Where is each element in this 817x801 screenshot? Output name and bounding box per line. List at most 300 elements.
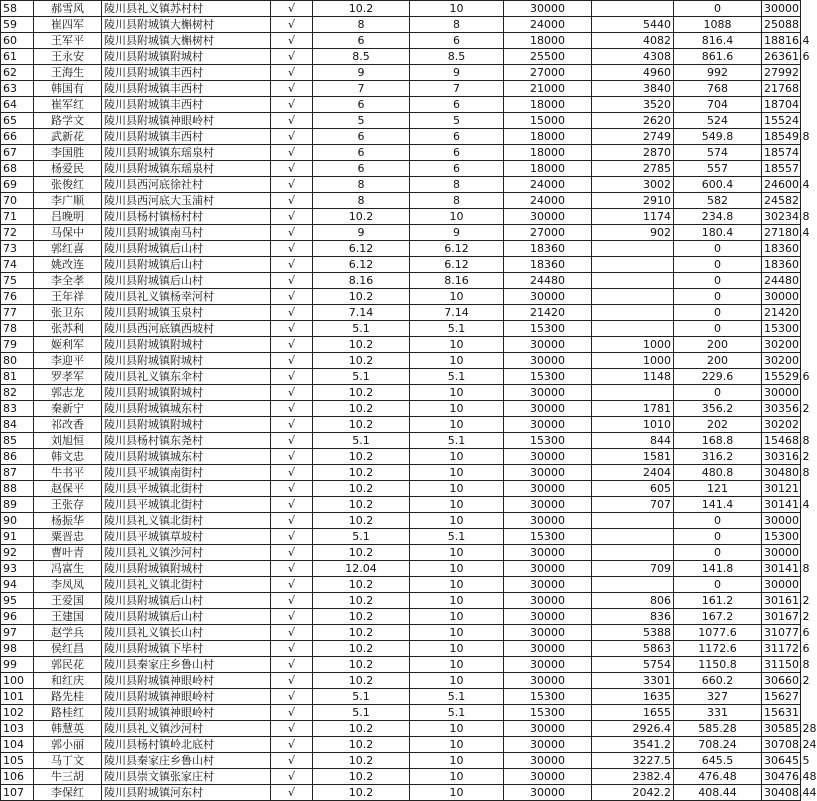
total-cell: 30660.2 [762,673,801,689]
table-row [1,225,801,241]
row-index: 82 [1,385,34,401]
total-cell: 18816.4 [762,33,801,49]
extra-subsidy-cell: 229.6 [674,369,762,385]
row-index: 67 [1,145,34,161]
row-index: 76 [1,289,34,305]
table-row [1,657,801,673]
check-mark: √ [271,33,313,49]
extra-subsidy-cell: 0 [674,241,762,257]
address-cell: 陵川县附城镇东瑶泉村 [102,145,271,161]
table-row [1,481,801,497]
check-mark: √ [271,497,313,513]
table-row [1,161,801,177]
row-index: 96 [1,609,34,625]
amount-cell: 15300 [504,529,592,545]
address-cell: 陵川县附城镇丰西村 [102,65,271,81]
extra-subsidy-cell: 0 [674,385,762,401]
name-cell: 冯富生 [34,561,102,577]
amount-cell: 30000 [504,513,592,529]
extra-subsidy-cell: 141.8 [674,561,762,577]
total-cell: 31077.6 [762,625,801,641]
area-cell: 5.1 [313,321,410,337]
total-cell: 30000 [762,289,801,305]
address-cell: 陵川县附城镇神眼岭村 [102,705,271,721]
extra-subsidy-cell: 180.4 [674,225,762,241]
extra-subsidy-cell: 704 [674,97,762,113]
name-cell: 路学文 [34,113,102,129]
subsidy-area-cell: 10 [410,769,504,785]
address-cell: 陵川县附城镇附城村 [102,417,271,433]
address-cell: 陵川县礼义镇北街村 [102,513,271,529]
extra-subsidy-cell: 645.5 [674,753,762,769]
extra-cell: 1148 [592,369,674,385]
address-cell: 陵川县附城镇东瑶泉村 [102,161,271,177]
subsidy-area-cell: 8 [410,17,504,33]
address-cell: 陵川县附城镇后山村 [102,593,271,609]
extra-cell: 5863 [592,641,674,657]
amount-cell: 15300 [504,369,592,385]
check-mark: √ [271,193,313,209]
address-cell: 陵川县附城镇附城村 [102,353,271,369]
amount-cell: 24000 [504,193,592,209]
amount-cell: 15000 [504,113,592,129]
subsidy-area-cell: 10 [410,625,504,641]
check-mark: √ [271,161,313,177]
row-index: 91 [1,529,34,545]
row-index: 103 [1,721,34,737]
check-mark: √ [271,177,313,193]
check-mark: √ [271,49,313,65]
table-row [1,577,801,593]
area-cell: 9 [313,65,410,81]
amount-cell: 30000 [504,561,592,577]
area-cell: 6 [313,145,410,161]
name-cell: 曹叶青 [34,545,102,561]
row-index: 74 [1,257,34,273]
check-mark: √ [271,321,313,337]
row-index: 83 [1,401,34,417]
subsidy-area-cell: 10 [410,289,504,305]
extra-cell: 3002 [592,177,674,193]
subsidy-area-cell: 5.1 [410,705,504,721]
address-cell: 陵川县附城镇后山村 [102,241,271,257]
area-cell: 10.2 [313,577,410,593]
row-index: 85 [1,433,34,449]
area-cell: 8 [313,177,410,193]
name-cell: 崔军红 [34,97,102,113]
address-cell: 陵川县附城镇附城村 [102,561,271,577]
row-index: 64 [1,97,34,113]
extra-subsidy-cell: 816.4 [674,33,762,49]
amount-cell: 27000 [504,65,592,81]
extra-cell [592,513,674,529]
subsidy-area-cell: 10 [410,785,504,801]
check-mark: √ [271,657,313,673]
name-cell: 崔四军 [34,17,102,33]
row-index: 102 [1,705,34,721]
subsidy-area-cell: 10 [410,417,504,433]
amount-cell: 18000 [504,145,592,161]
name-cell: 王海生 [34,65,102,81]
check-mark: √ [271,97,313,113]
amount-cell: 30000 [504,593,592,609]
extra-subsidy-cell: 1077.6 [674,625,762,641]
area-cell: 10.2 [313,657,410,673]
area-cell: 9 [313,225,410,241]
row-index: 58 [1,1,34,17]
check-mark: √ [271,81,313,97]
amount-cell: 30000 [504,625,592,641]
amount-cell: 30000 [504,657,592,673]
total-cell: 15524 [762,113,801,129]
amount-cell: 15300 [504,705,592,721]
extra-cell: 1655 [592,705,674,721]
subsidy-area-cell: 5.1 [410,433,504,449]
table-row [1,289,801,305]
row-index: 63 [1,81,34,97]
amount-cell: 30000 [504,1,592,17]
extra-cell: 2404 [592,465,674,481]
area-cell: 10.2 [313,625,410,641]
area-cell: 8.16 [313,273,410,289]
name-cell: 郭红喜 [34,241,102,257]
subsidy-area-cell: 6 [410,161,504,177]
table-row [1,337,801,353]
amount-cell: 30000 [504,449,592,465]
amount-cell: 30000 [504,209,592,225]
extra-subsidy-cell: 168.8 [674,433,762,449]
amount-cell: 25500 [504,49,592,65]
row-index: 86 [1,449,34,465]
row-index: 97 [1,625,34,641]
subsidy-area-cell: 6.12 [410,241,504,257]
area-cell: 10.2 [313,209,410,225]
extra-cell: 3301 [592,673,674,689]
address-cell: 陵川县平城镇南街村 [102,465,271,481]
extra-subsidy-cell: 167.2 [674,609,762,625]
address-cell: 陵川县秦家庄乡鲁山村 [102,753,271,769]
row-index: 107 [1,785,34,801]
extra-cell: 5754 [592,657,674,673]
check-mark: √ [271,273,313,289]
table-row [1,721,801,737]
extra-subsidy-cell: 0 [674,577,762,593]
extra-cell: 3840 [592,81,674,97]
check-mark: √ [271,785,313,801]
check-mark: √ [271,433,313,449]
total-cell: 30121 [762,481,801,497]
subsidy-area-cell: 6 [410,97,504,113]
extra-cell: 844 [592,433,674,449]
name-cell: 李全孝 [34,273,102,289]
subsidy-area-cell: 6 [410,145,504,161]
subsidy-area-cell: 10 [410,753,504,769]
table-row [1,609,801,625]
extra-cell [592,241,674,257]
total-cell: 30167.2 [762,609,801,625]
total-cell: 24582 [762,193,801,209]
name-cell: 王张存 [34,497,102,513]
name-cell: 赵学兵 [34,625,102,641]
name-cell: 路桂红 [34,705,102,721]
subsidy-area-cell: 8.16 [410,273,504,289]
check-mark: √ [271,337,313,353]
subsidy-area-cell: 10 [410,673,504,689]
check-mark: √ [271,625,313,641]
name-cell: 马保中 [34,225,102,241]
amount-cell: 30000 [504,337,592,353]
check-mark: √ [271,369,313,385]
table-row [1,49,801,65]
total-cell: 18360 [762,241,801,257]
amount-cell: 30000 [504,545,592,561]
check-mark: √ [271,673,313,689]
amount-cell: 30000 [504,673,592,689]
table-row [1,129,801,145]
area-cell: 6 [313,97,410,113]
extra-cell: 3520 [592,97,674,113]
area-cell: 5.1 [313,689,410,705]
extra-subsidy-cell: 121 [674,481,762,497]
name-cell: 张俊红 [34,177,102,193]
area-cell: 10.2 [313,673,410,689]
extra-cell [592,577,674,593]
name-cell: 李国胜 [34,145,102,161]
address-cell: 陵川县附城镇后山村 [102,273,271,289]
subsidy-area-cell: 10 [410,353,504,369]
address-cell: 陵川县附城镇神眼岭村 [102,689,271,705]
name-cell: 李广顺 [34,193,102,209]
extra-cell: 836 [592,609,674,625]
row-index: 62 [1,65,34,81]
extra-cell: 3541.2 [592,737,674,753]
check-mark: √ [271,481,313,497]
name-cell: 张卫东 [34,305,102,321]
row-index: 66 [1,129,34,145]
subsidy-area-cell: 5 [410,113,504,129]
name-cell: 李凤凤 [34,577,102,593]
table-row [1,465,801,481]
extra-subsidy-cell: 331 [674,705,762,721]
amount-cell: 18000 [504,97,592,113]
check-mark: √ [271,209,313,225]
amount-cell: 15300 [504,433,592,449]
area-cell: 6 [313,129,410,145]
name-cell: 和红庆 [34,673,102,689]
name-cell: 罗孝军 [34,369,102,385]
amount-cell: 30000 [504,417,592,433]
total-cell: 30708.24 [762,737,801,753]
subsidy-area-cell: 10 [410,561,504,577]
subsidy-area-cell: 9 [410,65,504,81]
row-index: 92 [1,545,34,561]
subsidy-area-cell: 10 [410,641,504,657]
extra-cell: 1581 [592,449,674,465]
check-mark: √ [271,113,313,129]
check-mark: √ [271,465,313,481]
extra-cell: 3227.5 [592,753,674,769]
area-cell: 5 [313,113,410,129]
total-cell: 30000 [762,513,801,529]
subsidy-area-cell: 6 [410,129,504,145]
table-row [1,81,801,97]
address-cell: 陵川县附城镇附城村 [102,49,271,65]
table-row [1,673,801,689]
area-cell: 10.2 [313,353,410,369]
address-cell: 陵川县附城镇附城村 [102,385,271,401]
extra-subsidy-cell: 0 [674,513,762,529]
address-cell: 陵川县附城镇神眼岭村 [102,673,271,689]
table-row [1,497,801,513]
name-cell: 杨爱民 [34,161,102,177]
total-cell: 30141.4 [762,497,801,513]
total-cell: 15300 [762,321,801,337]
address-cell: 陵川县附城镇大槲树村 [102,17,271,33]
name-cell: 杨振华 [34,513,102,529]
area-cell: 10.2 [313,753,410,769]
amount-cell: 21420 [504,305,592,321]
check-mark: √ [271,241,313,257]
name-cell: 郭民花 [34,657,102,673]
extra-subsidy-cell: 1088 [674,17,762,33]
area-cell: 7 [313,81,410,97]
table-row [1,545,801,561]
table-row [1,97,801,113]
table-row [1,689,801,705]
table-row [1,241,801,257]
check-mark: √ [271,609,313,625]
table-row [1,737,801,753]
table-row [1,641,801,657]
area-cell: 10.2 [313,481,410,497]
address-cell: 陵川县秦家庄乡鲁山村 [102,657,271,673]
extra-subsidy-cell: 356.2 [674,401,762,417]
check-mark: √ [271,401,313,417]
name-cell: 侯红昌 [34,641,102,657]
extra-subsidy-cell: 141.4 [674,497,762,513]
extra-cell [592,1,674,17]
subsidy-area-cell: 10 [410,577,504,593]
extra-cell: 2870 [592,145,674,161]
area-cell: 8 [313,17,410,33]
total-cell: 18549.8 [762,129,801,145]
extra-subsidy-cell: 861.6 [674,49,762,65]
extra-subsidy-cell: 0 [674,321,762,337]
total-cell: 15529.6 [762,369,801,385]
address-cell: 陵川县附城镇玉泉村 [102,305,271,321]
total-cell: 24480 [762,273,801,289]
row-index: 69 [1,177,34,193]
name-cell: 姚改连 [34,257,102,273]
address-cell: 陵川县附城镇神眼岭村 [102,113,271,129]
amount-cell: 18000 [504,33,592,49]
row-index: 68 [1,161,34,177]
name-cell: 牛三胡 [34,769,102,785]
subsidy-area-cell: 10 [410,721,504,737]
name-cell: 张苏利 [34,321,102,337]
area-cell: 10.2 [313,417,410,433]
name-cell: 李保红 [34,785,102,801]
amount-cell: 30000 [504,385,592,401]
extra-cell: 4082 [592,33,674,49]
table-row [1,273,801,289]
address-cell: 陵川县崇文镇张家庄村 [102,769,271,785]
table-row [1,33,801,49]
extra-cell: 1174 [592,209,674,225]
name-cell: 李迎平 [34,353,102,369]
area-cell: 8 [313,193,410,209]
address-cell: 陵川县附城镇后山村 [102,257,271,273]
table-row [1,257,801,273]
extra-subsidy-cell: 480.8 [674,465,762,481]
total-cell: 15300 [762,529,801,545]
total-cell: 30000 [762,545,801,561]
total-cell: 15631 [762,705,801,721]
extra-subsidy-cell: 161.2 [674,593,762,609]
check-mark: √ [271,545,313,561]
subsidy-area-cell: 10 [410,1,504,17]
address-cell: 陵川县杨村镇杨村村 [102,209,271,225]
check-mark: √ [271,289,313,305]
extra-cell [592,385,674,401]
address-cell: 陵川县礼义镇东伞村 [102,369,271,385]
extra-subsidy-cell: 0 [674,529,762,545]
name-cell: 粟晋忠 [34,529,102,545]
subsidy-area-cell: 8 [410,177,504,193]
subsidy-area-cell: 10 [410,465,504,481]
area-cell: 5.1 [313,433,410,449]
area-cell: 6.12 [313,241,410,257]
extra-subsidy-cell: 476.48 [674,769,762,785]
amount-cell: 30000 [504,769,592,785]
extra-subsidy-cell: 600.4 [674,177,762,193]
row-index: 99 [1,657,34,673]
amount-cell: 30000 [504,401,592,417]
area-cell: 10.2 [313,401,410,417]
total-cell: 30476.48 [762,769,801,785]
check-mark: √ [271,689,313,705]
total-cell: 30408.44 [762,785,801,801]
name-cell: 郭小丽 [34,737,102,753]
extra-cell: 2042.2 [592,785,674,801]
extra-cell: 1635 [592,689,674,705]
extra-subsidy-cell: 0 [674,257,762,273]
table-row [1,513,801,529]
address-cell: 陵川县杨村镇东尧村 [102,433,271,449]
extra-cell: 2910 [592,193,674,209]
row-index: 87 [1,465,34,481]
check-mark: √ [271,257,313,273]
extra-subsidy-cell: 768 [674,81,762,97]
extra-cell [592,321,674,337]
area-cell: 8.5 [313,49,410,65]
extra-cell: 605 [592,481,674,497]
extra-subsidy-cell: 524 [674,113,762,129]
extra-cell [592,305,674,321]
subsidy-area-cell: 8 [410,193,504,209]
address-cell: 陵川县西河底徐社村 [102,177,271,193]
area-cell: 10.2 [313,385,410,401]
amount-cell: 30000 [504,785,592,801]
address-cell: 陵川县平城镇草坡村 [102,529,271,545]
extra-subsidy-cell: 0 [674,545,762,561]
area-cell: 12.04 [313,561,410,577]
subsidy-area-cell: 10 [410,593,504,609]
address-cell: 陵川县礼义镇沙河村 [102,545,271,561]
total-cell: 26361.6 [762,49,801,65]
table-row [1,17,801,33]
check-mark: √ [271,305,313,321]
